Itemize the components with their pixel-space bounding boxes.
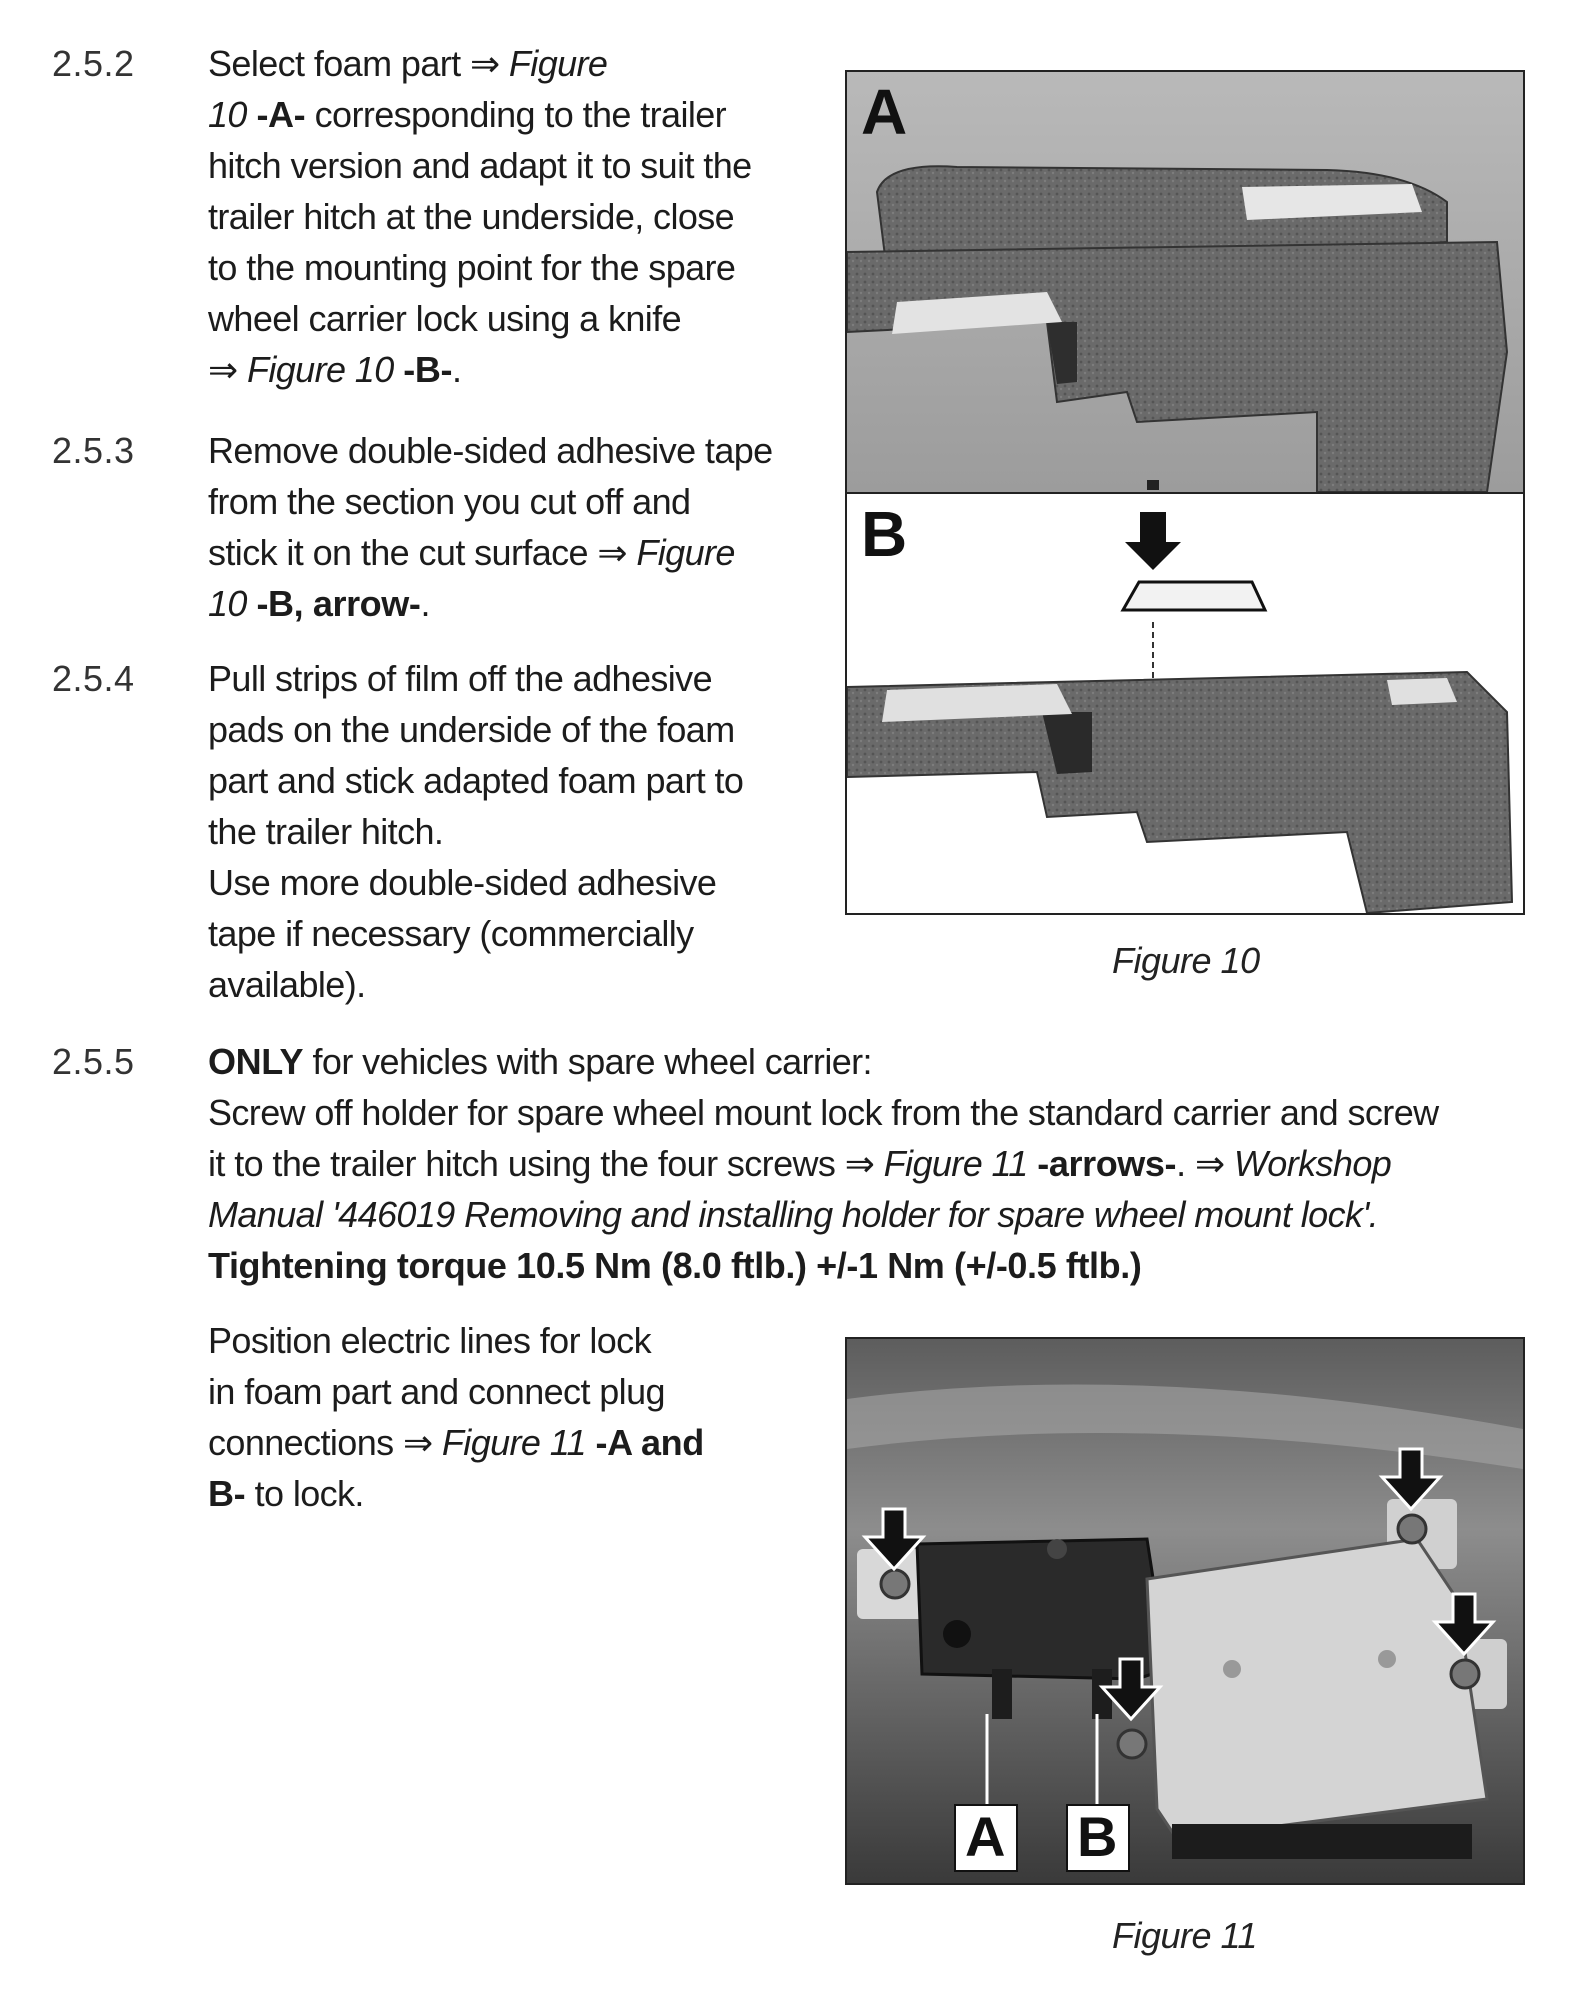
figure-11-caption: Figure 11	[1112, 1915, 1257, 1956]
text-line	[208, 857, 808, 908]
text-segment: pads on the underside of the foam	[208, 709, 735, 750]
step-number-2-5-3: 2.5.3	[52, 430, 135, 471]
step-number-2-5-2: 2.5.2	[52, 43, 135, 84]
text-segment: Select foam part	[208, 43, 470, 84]
text-line	[208, 140, 808, 191]
text-segment: connections	[208, 1422, 403, 1463]
text-segment: tape if necessary (commercially	[208, 913, 694, 954]
text-line	[208, 959, 808, 1010]
text-segment: ⇒ Figure 10	[208, 349, 394, 390]
text-segment: Manual '446019 Removing and installing holder for spare wheel mount lock'.	[208, 1194, 1379, 1235]
text-segment: to lock.	[245, 1473, 364, 1514]
text-segment: -B, arrow-	[246, 583, 421, 624]
text-line	[208, 527, 808, 578]
text-segment: wheel carrier lock using a knife	[208, 298, 682, 339]
text-segment: Position electric lines for lock	[208, 1320, 651, 1361]
step-text-2-5-4	[208, 653, 808, 1010]
text-line	[208, 1417, 808, 1468]
text-line	[208, 908, 808, 959]
text-segment: in foam part and connect plug	[208, 1371, 665, 1412]
step-text-electric-lines	[208, 1315, 808, 1519]
figure-11-label-b: B	[1077, 1805, 1118, 1868]
figure-10-caption: Figure 10	[1112, 940, 1260, 981]
text-line	[208, 1240, 1508, 1291]
text-segment: -arrows-	[1027, 1143, 1177, 1184]
text-line	[208, 806, 808, 857]
text-segment: available).	[208, 964, 366, 1005]
text-segment: to the mounting point for the spare	[208, 247, 736, 288]
figure-11-photo	[847, 1339, 1523, 1883]
figure-10-panel-a-label: A	[861, 76, 908, 148]
text-line	[208, 344, 808, 395]
text-segment: corresponding to the trailer	[305, 94, 727, 135]
text-segment: .	[420, 583, 430, 624]
text-line	[208, 704, 808, 755]
text-segment: -A-	[246, 94, 306, 135]
text-segment: ⇒ Figure 11	[844, 1143, 1028, 1184]
text-segment: for vehicles with spare wheel carrier:	[303, 1041, 872, 1082]
step-text-2-5-3	[208, 425, 808, 629]
step-number-2-5-5: 2.5.5	[52, 1041, 135, 1082]
text-segment: Remove double-sided adhesive tape	[208, 430, 773, 471]
text-line	[208, 1315, 808, 1366]
text-segment: from the section you cut off and	[208, 481, 691, 522]
text-line	[208, 293, 808, 344]
text-segment: stick it on the cut surface	[208, 532, 598, 573]
text-line	[208, 1087, 1508, 1138]
text-segment: hitch version and adapt it to suit the	[208, 145, 752, 186]
text-line	[208, 1468, 808, 1519]
text-segment: -A and	[585, 1422, 704, 1463]
text-line	[208, 1036, 1508, 1087]
text-segment: trailer hitch at the underside, close	[208, 196, 735, 237]
text-segment: 10	[208, 583, 247, 624]
text-line	[208, 476, 808, 527]
text-line	[208, 1189, 1508, 1240]
text-segment: Pull strips of film off the adhesive	[208, 658, 712, 699]
text-segment: it to the trailer hitch using the four screws	[208, 1143, 845, 1184]
text-segment: ⇒ Figure	[597, 532, 735, 573]
text-segment: Screw off holder for spare wheel mount lock from the standard carrier and screw	[208, 1092, 1439, 1133]
text-line	[208, 578, 808, 629]
text-line	[208, 242, 808, 293]
text-segment: Tightening torque 10.5 Nm (8.0 ftlb.) +/-1 Nm (+/-0.5 ftlb.)	[208, 1245, 1142, 1286]
text-segment: B-	[208, 1473, 246, 1514]
text-segment: .	[1176, 1143, 1195, 1184]
step-number-2-5-4: 2.5.4	[52, 658, 135, 699]
text-line	[208, 1138, 1508, 1189]
text-segment: ⇒ Figure	[469, 43, 608, 84]
text-segment: 10	[208, 94, 247, 135]
figure-10	[845, 70, 1525, 915]
text-line	[208, 38, 808, 89]
text-segment: -B-	[393, 349, 453, 390]
figure-11-label-a: A	[965, 1805, 1006, 1868]
text-segment: the trailer hitch.	[208, 811, 444, 852]
text-line	[208, 425, 808, 476]
text-segment: Use more double-sided adhesive	[208, 862, 717, 903]
text-segment: part and stick adapted foam part to	[208, 760, 744, 801]
text-segment: ⇒ Figure 11	[402, 1422, 586, 1463]
text-segment: ⇒ Workshop	[1194, 1143, 1392, 1184]
text-segment: .	[452, 349, 462, 390]
figure-10-photo	[847, 72, 1523, 913]
text-line	[208, 653, 808, 704]
figure-11	[845, 1337, 1525, 1885]
step-text-2-5-5	[208, 1036, 1508, 1291]
text-line	[208, 89, 808, 140]
text-line	[208, 191, 808, 242]
text-line	[208, 1366, 808, 1417]
text-segment: ONLY	[208, 1041, 304, 1082]
text-line	[208, 755, 808, 806]
figure-10-panel-b-label: B	[861, 498, 908, 570]
step-text-2-5-2	[208, 38, 808, 395]
